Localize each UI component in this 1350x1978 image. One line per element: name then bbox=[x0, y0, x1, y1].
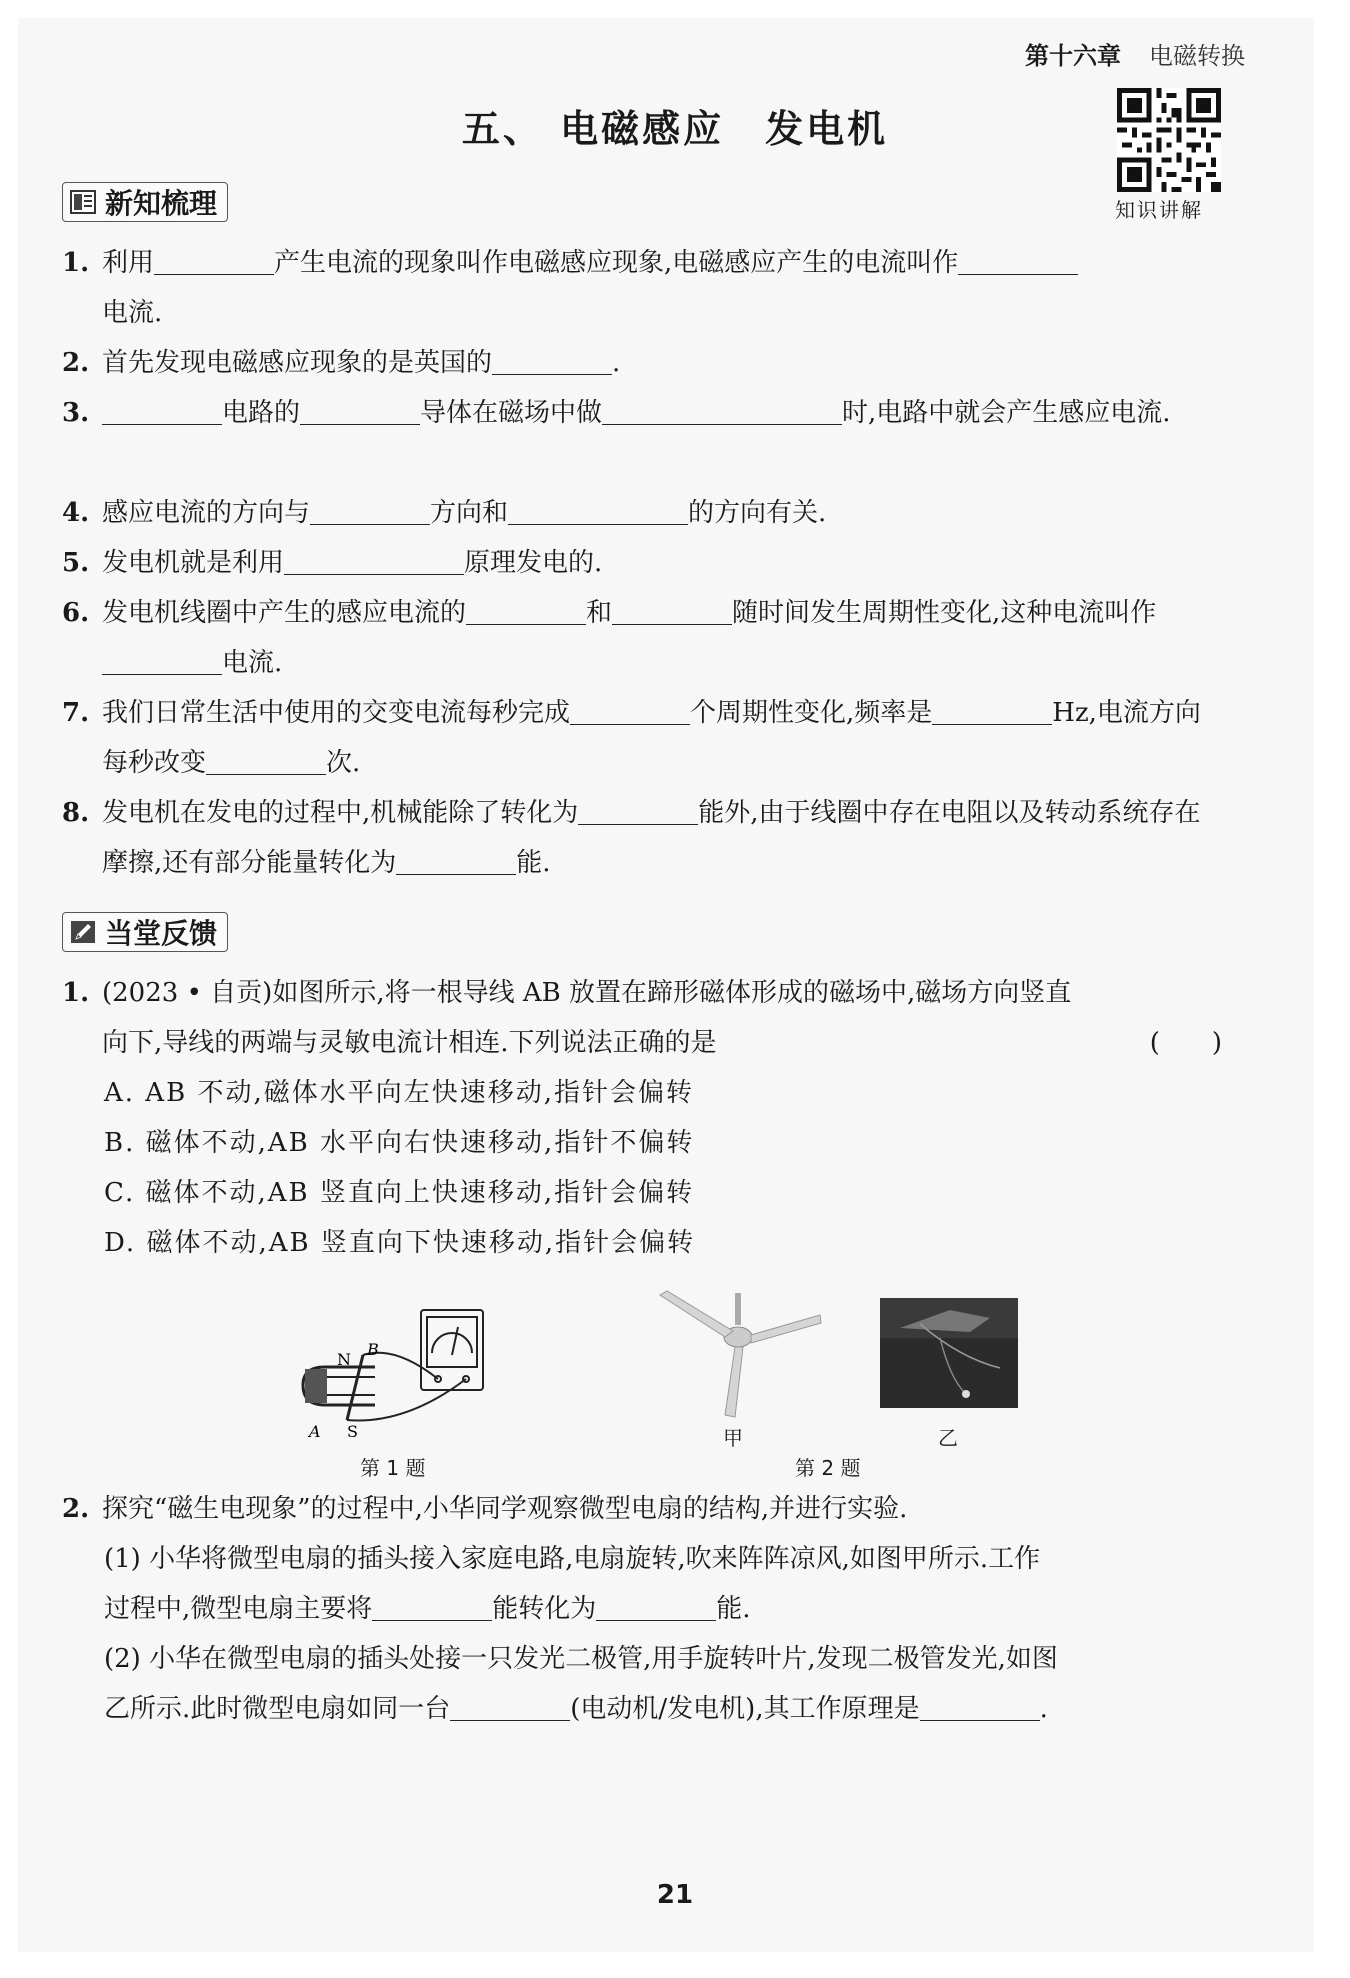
item-text: 产生电流的现象叫作电磁感应现象,电磁感应产生的电流叫作 bbox=[274, 248, 959, 278]
item-text: 发电机线圈中产生的感应电流的 bbox=[102, 598, 467, 628]
figure-2-fan-image bbox=[655, 1285, 825, 1425]
item-number: 4. bbox=[62, 498, 90, 528]
figure-2-led-photo bbox=[880, 1298, 1018, 1408]
subquestion-text: 能转化为 bbox=[492, 1594, 597, 1624]
page-number: 21 bbox=[656, 1880, 694, 1910]
item-text: 和 bbox=[586, 598, 613, 628]
choice-b[interactable]: B. 磁体不动,AB 水平向右快速移动,指针不偏转 bbox=[104, 1128, 695, 1158]
choice-a[interactable]: A. AB 不动,磁体水平向左快速移动,指针会偏转 bbox=[104, 1078, 694, 1108]
item-text: 原理发电的. bbox=[464, 548, 603, 578]
figure-2-caption: 第 2 题 bbox=[795, 1456, 861, 1480]
answer-blank[interactable] bbox=[372, 1590, 492, 1621]
running-header bbox=[1025, 36, 1245, 71]
item-text: 方向和 bbox=[430, 498, 509, 528]
question-number: 1. bbox=[62, 978, 90, 1008]
wire-label-b: B bbox=[367, 1340, 379, 1359]
section-feedback bbox=[62, 912, 228, 952]
answer-blank[interactable] bbox=[578, 794, 698, 825]
item-text: 电流. bbox=[102, 298, 163, 328]
feedback-question-2-part-2 bbox=[104, 1634, 1222, 1734]
item-text: 能. bbox=[516, 848, 551, 878]
item-text: 电路的 bbox=[222, 398, 301, 428]
choice-d[interactable]: D. 磁体不动,AB 竖直向下快速移动,指针会偏转 bbox=[104, 1228, 696, 1258]
answer-blank[interactable] bbox=[466, 594, 586, 625]
qr-label: 知识讲解 bbox=[1115, 198, 1203, 222]
qr-code-icon[interactable] bbox=[1117, 88, 1221, 192]
item-text: 利用 bbox=[102, 248, 155, 278]
answer-blank[interactable] bbox=[932, 694, 1052, 725]
question-stem: (2023 • 自贡)如图所示,将一根导线 AB 放置在蹄形磁体形成的磁场中,磁场方向竖直 bbox=[102, 978, 1072, 1008]
item-text: 电流. bbox=[222, 648, 283, 678]
figure-1-caption: 第 1 题 bbox=[360, 1456, 426, 1480]
subquestion-text: 能. bbox=[716, 1594, 751, 1624]
item-text: 的方向有关. bbox=[688, 498, 827, 528]
answer-blank[interactable] bbox=[310, 494, 430, 525]
item-number: 8. bbox=[62, 798, 90, 828]
section-title: 当堂反馈 bbox=[105, 917, 218, 950]
answer-blank[interactable] bbox=[102, 394, 222, 425]
book-icon bbox=[69, 188, 97, 216]
answer-blank[interactable] bbox=[920, 1690, 1040, 1721]
item-text: 首先发现电磁感应现象的是英国的 bbox=[102, 348, 493, 378]
knowledge-item-8 bbox=[62, 788, 1222, 888]
item-number: 7. bbox=[62, 698, 90, 728]
subquestion-text: (电动机/发电机),其工作原理是 bbox=[570, 1694, 920, 1724]
knowledge-item-5 bbox=[62, 538, 1222, 588]
answer-blank[interactable] bbox=[602, 394, 842, 425]
item-text: Hz,电流方向每秒改变 bbox=[102, 698, 1201, 778]
answer-blank[interactable] bbox=[206, 744, 326, 775]
question-stem: 向下,导线的两端与灵敏电流计相连.下列说法正确的是 bbox=[102, 1028, 717, 1058]
question-number: 2. bbox=[62, 1494, 90, 1524]
item-text: . bbox=[612, 348, 621, 378]
subquestion-text: (2) 小华在微型电扇的插头处接一只发光二极管,用手旋转叶片,发现二极管发光,如图 bbox=[104, 1644, 1058, 1674]
answer-blank[interactable] bbox=[612, 594, 732, 625]
question-stem: 探究“磁生电现象”的过程中,小华同学观察微型电扇的结构,并进行实验. bbox=[102, 1494, 908, 1524]
item-number: 1. bbox=[62, 248, 90, 278]
subquestion-text: 乙所示.此时微型电扇如同一台 bbox=[104, 1694, 451, 1724]
knowledge-item-3 bbox=[62, 388, 1222, 438]
page-title: 五、 电磁感应 发电机 bbox=[461, 107, 889, 151]
chapter-label: 第十六章 bbox=[1025, 42, 1121, 70]
answer-blank[interactable] bbox=[508, 494, 688, 525]
answer-blank[interactable] bbox=[154, 244, 274, 275]
topic-label: 电磁转换 bbox=[1149, 42, 1245, 70]
magnet-label-n: N bbox=[337, 1350, 351, 1369]
knowledge-item-1 bbox=[62, 238, 1222, 338]
feedback-question-2-part-1 bbox=[104, 1534, 1222, 1634]
subquestion-text: (1) 小华将微型电扇的插头接入家庭电路,电扇旋转,吹来阵阵凉风,如图甲所示.工作 bbox=[104, 1544, 1041, 1574]
section-new-knowledge bbox=[62, 182, 228, 222]
knowledge-item-4 bbox=[62, 488, 1222, 538]
answer-blank[interactable] bbox=[102, 644, 222, 675]
knowledge-item-6 bbox=[62, 588, 1222, 688]
item-text: 能外,由于线圈中存在电阻以及转动系统存在摩擦,还有部分能量转化为 bbox=[102, 798, 1201, 878]
subquestion-text: 过程中,微型电扇主要将 bbox=[104, 1594, 373, 1624]
figure-1-diagram bbox=[295, 1305, 495, 1445]
answer-blank[interactable] bbox=[396, 844, 516, 875]
pencil-icon bbox=[69, 918, 97, 946]
item-text: 感应电流的方向与 bbox=[102, 498, 311, 528]
answer-blank[interactable] bbox=[450, 1690, 570, 1721]
item-number: 3. bbox=[62, 398, 90, 428]
knowledge-item-7 bbox=[62, 688, 1222, 788]
item-text: 我们日常生活中使用的交变电流每秒完成 bbox=[102, 698, 571, 728]
item-text: 导体在磁场中做 bbox=[420, 398, 603, 428]
answer-parentheses[interactable]: ( ) bbox=[1149, 1028, 1222, 1058]
item-text: 个周期性变化,频率是 bbox=[690, 698, 933, 728]
choice-c[interactable]: C. 磁体不动,AB 竖直向上快速移动,指针会偏转 bbox=[104, 1178, 695, 1208]
feedback-question-2 bbox=[62, 1484, 1222, 1534]
figure-2-label-yi: 乙 bbox=[938, 1426, 958, 1450]
item-text: 次. bbox=[326, 748, 361, 778]
answer-blank[interactable] bbox=[284, 544, 464, 575]
subquestion-text: . bbox=[1039, 1694, 1048, 1724]
item-text: 时,电路中就会产生感应电流. bbox=[842, 398, 1171, 428]
answer-blank[interactable] bbox=[300, 394, 420, 425]
item-number: 6. bbox=[62, 598, 90, 628]
answer-blank[interactable] bbox=[492, 344, 612, 375]
item-text: 发电机就是利用 bbox=[102, 548, 285, 578]
answer-blank[interactable] bbox=[958, 244, 1078, 275]
answer-blank[interactable] bbox=[570, 694, 690, 725]
item-text: 随时间发生周期性变化,这种电流叫作 bbox=[732, 598, 1157, 628]
item-number: 5. bbox=[62, 548, 90, 578]
feedback-question-1 bbox=[62, 968, 1222, 1068]
item-text: 发电机在发电的过程中,机械能除了转化为 bbox=[102, 798, 579, 828]
knowledge-item-2 bbox=[62, 338, 1222, 388]
section-title: 新知梳理 bbox=[105, 187, 218, 220]
wire-label-a: A bbox=[309, 1422, 321, 1441]
answer-blank[interactable] bbox=[596, 1590, 716, 1621]
item-number: 2. bbox=[62, 348, 90, 378]
figure-2-label-jia: 甲 bbox=[723, 1426, 743, 1450]
magnet-label-s: S bbox=[347, 1422, 358, 1441]
